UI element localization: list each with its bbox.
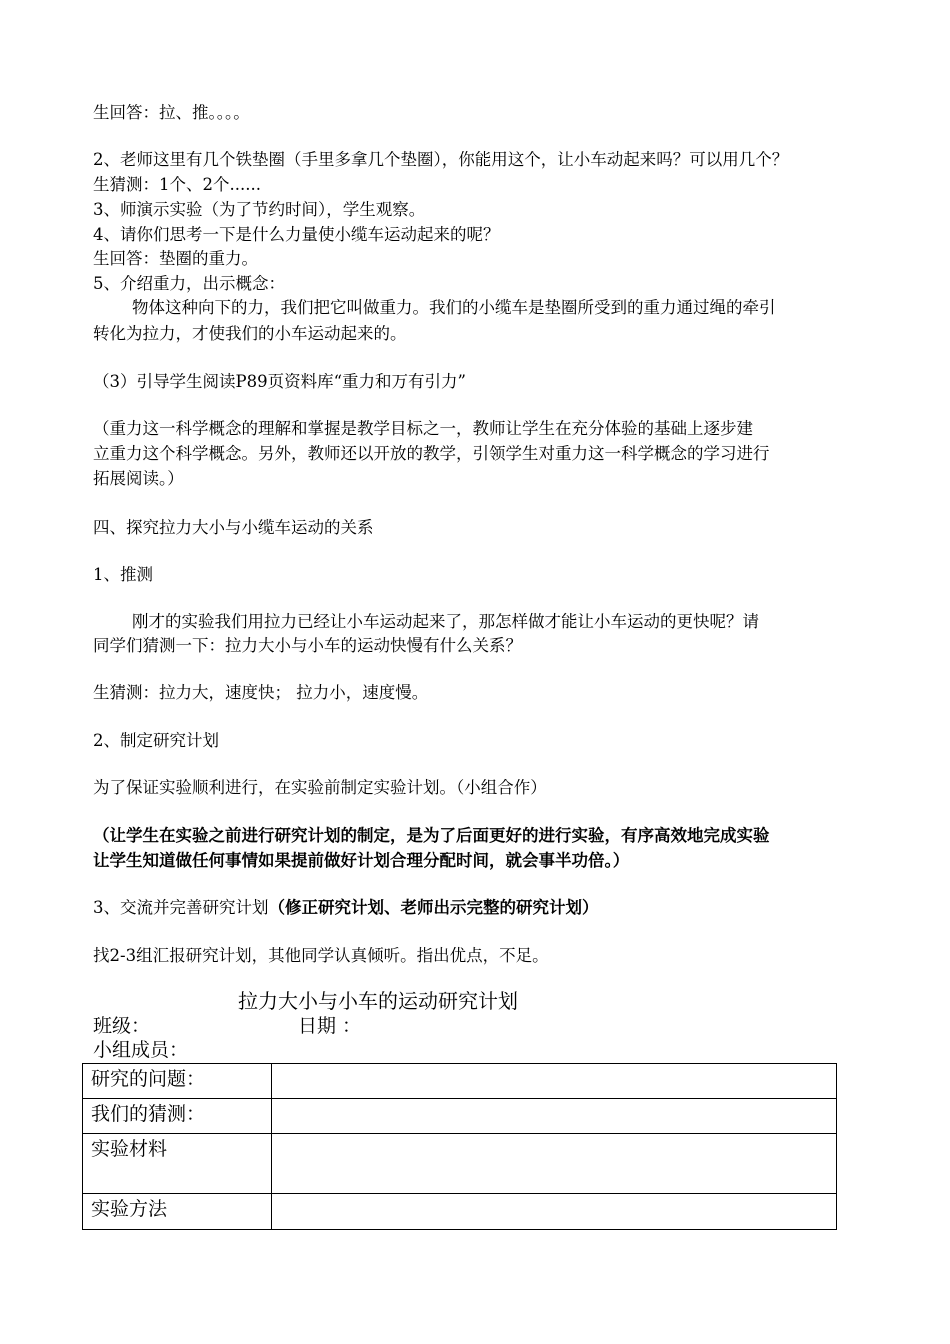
text-line: （3）引导学生阅读P89页资料库“重力和万有引力”: [93, 372, 466, 391]
row-label: 实验材料: [83, 1134, 272, 1194]
table-row: [83, 1064, 837, 1099]
text-line: 生猜测：拉力大，速度快； 拉力小，速度慢。: [93, 683, 429, 702]
subheading: 2、制定研究计划: [93, 731, 219, 750]
class-label: 班级：: [93, 1015, 151, 1037]
text-line: 5、介绍重力，出示概念：: [93, 274, 285, 293]
text-line: 物体这种向下的力，我们把它叫做重力。我们的小缆车是垫圈所受到的重力通过绳的牵引: [132, 298, 776, 317]
text-line: 找2-3组汇报研究计划，其他同学认真倾听。指出优点，不足。: [93, 946, 549, 965]
table-row: [83, 1099, 837, 1134]
bold-note-line: （让学生在实验之前进行研究计划的制定，是为了后面更好的进行实验，有序高效地完成实验: [93, 826, 770, 845]
text-line: 为了保证实验顺利进行，在实验前制定实验计划。（小组合作）: [93, 778, 547, 797]
row-value: [272, 1134, 837, 1194]
table-row: [83, 1134, 837, 1194]
text-line: （重力这一科学概念的理解和掌握是教学目标之一，教师让学生在充分体验的基础上逐步建: [93, 419, 753, 438]
row-label: 我们的猜测：: [83, 1099, 272, 1134]
plan-title: 拉力大小与小车的运动研究计划: [238, 989, 518, 1013]
row-value: [272, 1099, 837, 1134]
row-label: 研究的问题：: [83, 1064, 272, 1099]
research-plan-table: [82, 1063, 837, 1230]
table-row: [83, 1194, 837, 1230]
text-line: 生猜测：1个、2个......: [93, 175, 261, 194]
subheading: 1、推测: [93, 565, 153, 584]
text-line: 2、老师这里有几个铁垫圈（手里多拿几个垫圈），你能用这个，让小车动起来吗？可以用几个？: [93, 150, 789, 169]
text-line: 拓展阅读。）: [93, 469, 184, 488]
row-value: [272, 1064, 837, 1099]
text-line: 生回答：垫圈的重力。: [93, 249, 258, 268]
bold-note: （修正研究计划、老师出示完整的研究计划）: [268, 898, 599, 917]
text-line: 同学们猜测一下：拉力大小与小车的运动快慢有什么关系？: [93, 636, 522, 655]
row-label: 实验方法: [83, 1194, 272, 1230]
section-heading: 四、探究拉力大小与小缆车运动的关系: [93, 518, 374, 537]
text-line: 3、师演示实验（为了节约时间），学生观察。: [93, 200, 426, 219]
text-line: 转化为拉力，才使我们的小车运动起来的。: [93, 324, 407, 343]
subheading: [93, 897, 599, 919]
text-line: 生回答：拉、推。。。。: [93, 103, 250, 122]
date-label: 日期 ：: [298, 1015, 362, 1037]
members-label: 小组成员：: [93, 1039, 189, 1061]
text-line: 4、请你们思考一下是什么力量使小缆车运动起来的呢？: [93, 225, 500, 244]
row-value: [272, 1194, 837, 1230]
text-line: 立重力这个科学概念。另外，教师还以开放的教学，引领学生对重力这一科学概念的学习进行: [93, 444, 770, 463]
text-line: 刚才的实验我们用拉力已经让小车运动起来了，那怎样做才能让小车运动的更快呢？请: [132, 612, 759, 631]
bold-note-line: 让学生知道做任何事情如果提前做好计划合理分配时间，就会事半功倍。）: [93, 851, 630, 870]
subheading-text: 3、交流并完善研究计划: [93, 898, 269, 917]
